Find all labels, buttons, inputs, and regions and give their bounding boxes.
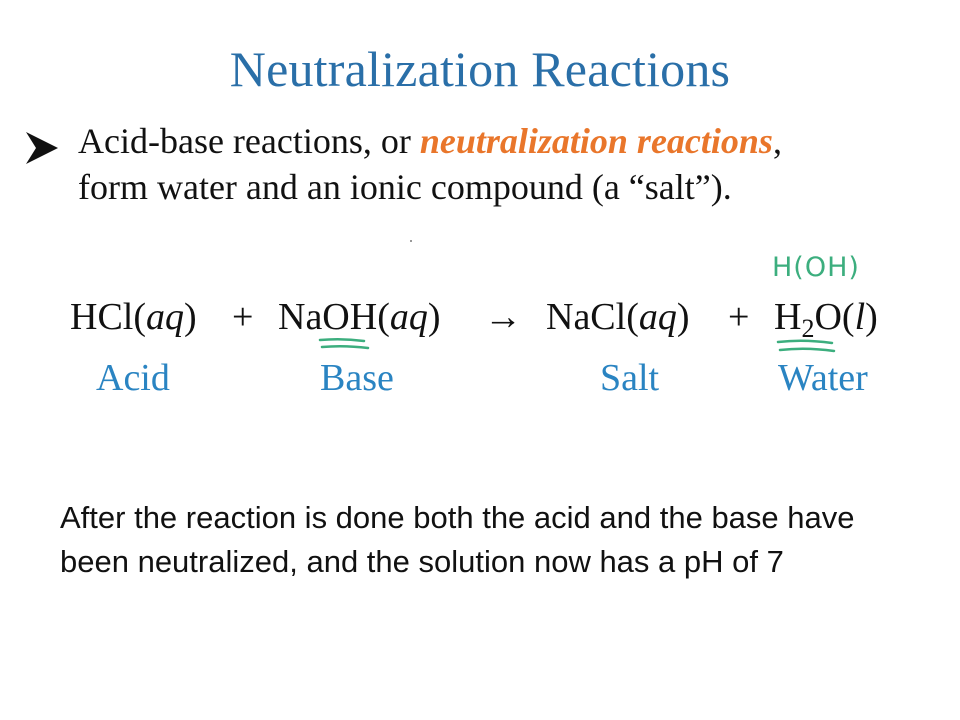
slide-title: Neutralization Reactions: [229, 41, 731, 97]
equation-reactant-acid: HCl(aq): [70, 296, 197, 338]
caption-text: After the reaction is done both the acid and the base have been neutralized, and the solution now has a pH of 7: [60, 500, 855, 579]
equation-product-water: $H_2O(l)$: [774, 296, 878, 343]
label-base: Base: [320, 357, 394, 399]
bullet-line-2: form water and an ionic compound (a “salt”).: [78, 167, 732, 207]
handwritten-note: H(OH): [772, 252, 860, 283]
equation-plus-2: +: [728, 296, 750, 338]
bullet-line-1: Acid-base reactions, or neutralization reactions,: [78, 121, 782, 161]
equation-arrow: →: [484, 296, 522, 338]
equation-product-salt: NaCl(aq): [546, 296, 690, 338]
stray-mark: [410, 240, 412, 242]
highlighted-term: neutralization reactions: [419, 121, 773, 161]
equation-reactant-base: NaOH(aq): [278, 296, 441, 338]
label-salt: Salt: [600, 357, 660, 399]
label-acid: Acid: [96, 357, 170, 399]
equation-plus-1: +: [232, 296, 254, 338]
bullet-arrow-icon: [22, 128, 62, 168]
label-water: Water: [778, 357, 868, 399]
